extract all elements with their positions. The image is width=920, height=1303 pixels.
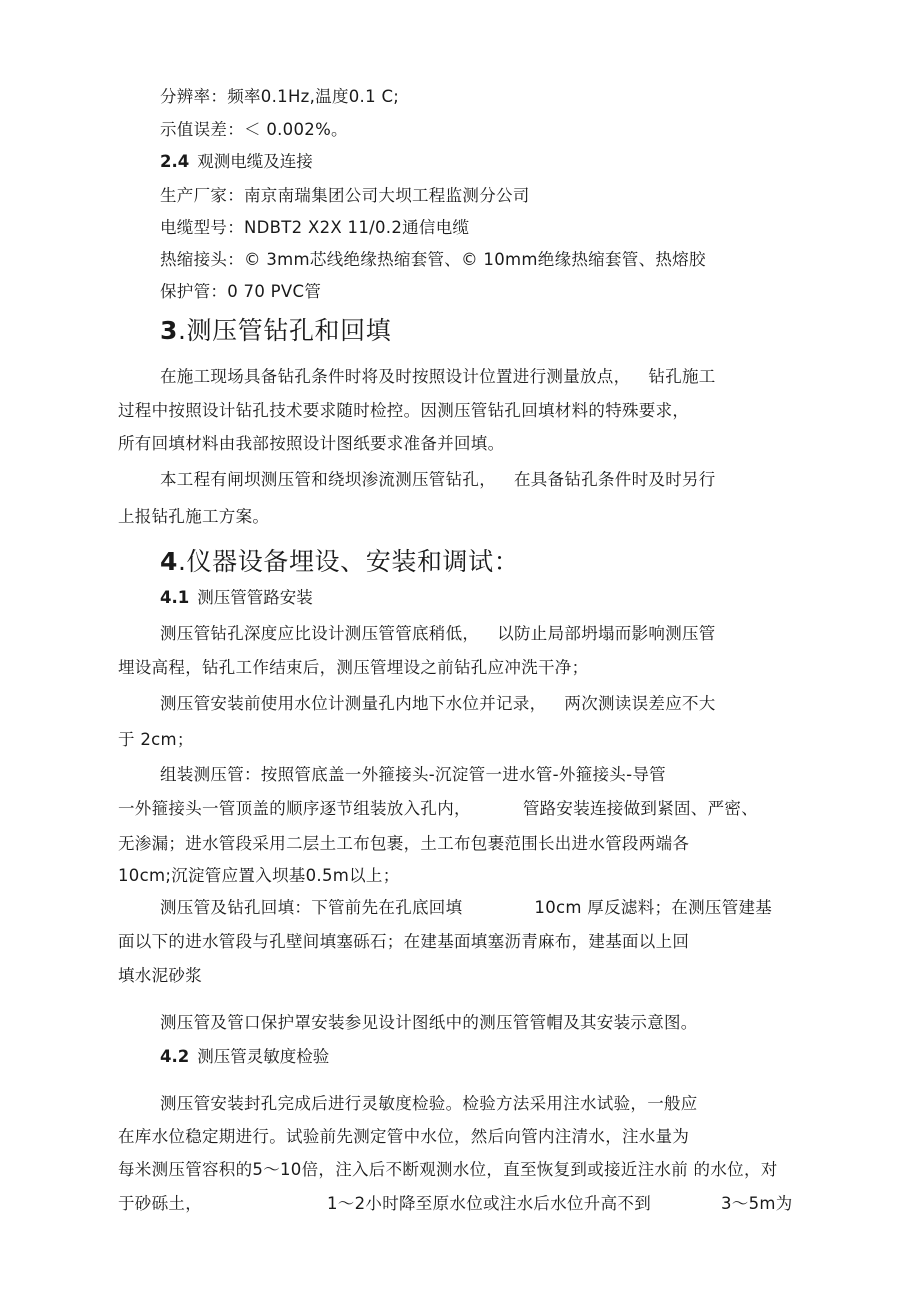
text-segment: 以防止局部坍塌而影响测压管 [497,624,716,643]
text-segment: 一外箍接头一管顶盖的顺序逐节组装放入孔内， [118,799,471,818]
text-segment: 于砂砾土， [118,1194,202,1213]
section-4-2-number: 4.2 [160,1047,190,1066]
text-segment: 两次测读误差应不大 [564,694,716,713]
section-3-number: 3 [160,316,178,345]
text-segment: 测压管安装前使用水位计测量孔内地下水位并记录， [160,694,547,713]
section-2-4-number: 2.4 [160,152,190,171]
para-line [118,798,758,820]
para-line: 过程中按照设计钻孔技术要求随时检控。因测压管钻孔回填材料的特殊要求， [118,401,690,420]
para-line [160,693,716,715]
para-line: 所有回填材料由我部按照设计图纸要求准备并回填。 [118,434,505,453]
para-line: 于 2cm； [118,730,194,749]
section-3-title: .测压管钻孔和回填 [178,316,392,345]
section-3-heading [160,316,391,346]
text-segment: 钻孔施工 [648,367,716,386]
text-segment: 在施工现场具备钻孔条件时将及时按照设计位置进行测量放点， [160,367,631,386]
section-4-heading [160,547,519,577]
pipe-line: 保护管：0 70 PVC管 [160,282,322,301]
para-line [160,897,772,919]
text-segment: 在具备钻孔条件时及时另行 [514,470,716,489]
section-4-title: .仪器设备埋设、安装和调试： [178,547,520,576]
para-line [118,1193,793,1215]
para-line [160,366,716,388]
text-segment: 10cm 厚反滤料；在测压管建基 [534,898,773,917]
para-line [160,469,716,491]
para-line: 测压管安装封孔完成后进行灵敏度检验。检验方法采用注水试验，一般应 [160,1094,698,1113]
para-line: 填水泥砂浆 [118,966,202,985]
text-segment: 3～5m为 [721,1194,793,1213]
para-line: 测压管及管口保护罩安装参见设计图纸中的测压管管帽及其安装示意图。 [160,1013,698,1032]
text-segment: 测压管钻孔深度应比设计测压管管底稍低， [160,624,480,643]
para-line: 埋设高程，钻孔工作结束后，测压管埋设之前钻孔应冲洗干净； [118,658,589,677]
para-line: 每米测压管容积的5～10倍，注入后不断观测水位，直至恢复到或接近注水前 的水位，对 [118,1160,778,1179]
section-4-1-title: 测压管管路安装 [197,588,313,607]
para-line: 10cm;沉淀管应置入坝基0.5m以上； [118,866,400,885]
text-segment: 1～2小时降至原水位或注水后水位升高不到 [327,1194,651,1213]
para-line: 上报钻孔施工方案。 [118,507,270,526]
para-line: 在库水位稳定期进行。试验前先测定管中水位，然后向管内注清水，注水量为 [118,1127,690,1146]
section-4-2-title: 测压管灵敏度检验 [197,1047,330,1066]
section-4-number: 4 [160,547,178,576]
para-line [160,623,716,645]
maker-line: 生产厂家：南京南瑞集团公司大坝工程监测分公司 [160,186,530,205]
section-2-4-heading [160,151,313,173]
section-4-1-number: 4.1 [160,588,190,607]
section-2-4-title: 观测电缆及连接 [197,152,313,171]
section-4-1-heading [160,587,313,609]
para-line: 面以下的进水管段与孔壁间填塞砾石；在建基面填塞沥青麻布，建基面以上回 [118,932,690,951]
para-line: 组装测压管：按照管底盖一外箍接头-沉淀管一进水管-外箍接头-导管 [160,765,666,784]
error-line: 示值误差：＜ 0.002%。 [160,120,348,139]
para-line: 无渗漏；进水管段采用二层土工布包裹，土工布包裹范围长出进水管段两端各 [118,834,690,853]
text-segment: 本工程有闸坝测压管和绕坝渗流测压管钻孔， [160,470,496,489]
text-segment: 测压管及钻孔回填：下管前先在孔底回填 [160,898,463,917]
resolution-line: 分辨率：频率0.1Hz,温度0.1 C; [160,87,400,106]
joint-line: 热缩接头：© 3mm芯线绝缘热缩套管、© 10mm绝缘热缩套管、热熔胶 [160,250,706,269]
text-segment: 管路安装连接做到紧固、严密、 [522,799,759,818]
section-4-2-heading [160,1046,329,1068]
cable-line: 电缆型号：NDBT2 X2X 11/0.2通信电缆 [160,218,470,237]
